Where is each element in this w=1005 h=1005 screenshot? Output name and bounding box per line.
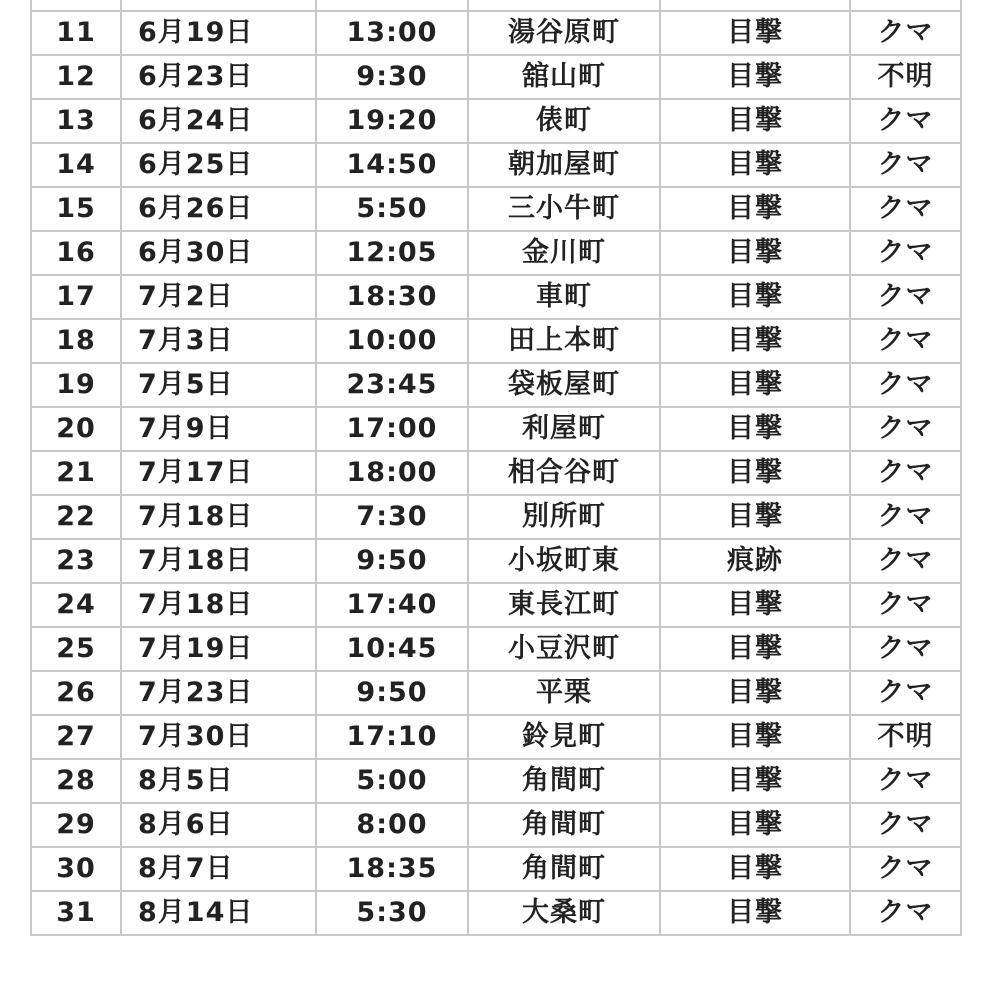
cell-date: 6月26日: [121, 187, 316, 231]
cell-number: 22: [31, 495, 121, 539]
table-row: [31, 99, 961, 143]
table-row: [31, 55, 961, 99]
cell-animal: クマ: [850, 319, 961, 363]
cell-number: 26: [31, 671, 121, 715]
cell-location: 平栗: [468, 671, 660, 715]
cell-time: 7:30: [316, 495, 468, 539]
cell-report-type: 目撃: [660, 11, 850, 55]
cell-stub: [121, 0, 316, 11]
cell-time: 19:20: [316, 99, 468, 143]
cell-animal: クマ: [850, 275, 961, 319]
cell-location: 東長江町: [468, 583, 660, 627]
cell-date: 6月19日: [121, 11, 316, 55]
table-row: [31, 715, 961, 759]
cell-date: 7月3日: [121, 319, 316, 363]
cell-number: 15: [31, 187, 121, 231]
cell-animal: クマ: [850, 803, 961, 847]
cell-date: 7月2日: [121, 275, 316, 319]
cell-number: 14: [31, 143, 121, 187]
cell-number: 28: [31, 759, 121, 803]
cell-report-type: 目撃: [660, 187, 850, 231]
cell-location: 角間町: [468, 803, 660, 847]
table-row: [31, 319, 961, 363]
cell-animal: クマ: [850, 407, 961, 451]
cell-location: 相合谷町: [468, 451, 660, 495]
cell-time: 17:40: [316, 583, 468, 627]
cell-animal: クマ: [850, 99, 961, 143]
cell-date: 8月14日: [121, 891, 316, 935]
cell-date: 7月23日: [121, 671, 316, 715]
cell-time: 9:50: [316, 539, 468, 583]
cell-stub: [660, 0, 850, 11]
cell-time: 9:30: [316, 55, 468, 99]
cell-number: 17: [31, 275, 121, 319]
cell-number: 12: [31, 55, 121, 99]
cell-date: 6月30日: [121, 231, 316, 275]
cell-number: 23: [31, 539, 121, 583]
cell-time: 8:00: [316, 803, 468, 847]
cell-location: 大桑町: [468, 891, 660, 935]
cell-stub: [850, 0, 961, 11]
cell-number: 24: [31, 583, 121, 627]
cell-number: 30: [31, 847, 121, 891]
cell-report-type: 目撃: [660, 275, 850, 319]
cell-location: 田上本町: [468, 319, 660, 363]
cell-report-type: 目撃: [660, 451, 850, 495]
cell-time: 18:30: [316, 275, 468, 319]
cell-time: 9:50: [316, 671, 468, 715]
table-row: [31, 451, 961, 495]
table-row: [31, 847, 961, 891]
cell-report-type: 目撃: [660, 319, 850, 363]
cell-animal: クマ: [850, 451, 961, 495]
cell-report-type: 目撃: [660, 803, 850, 847]
cell-location: 別所町: [468, 495, 660, 539]
cell-animal: クマ: [850, 363, 961, 407]
cell-report-type: 痕跡: [660, 539, 850, 583]
cell-location: 湯谷原町: [468, 11, 660, 55]
cell-animal: クマ: [850, 231, 961, 275]
cell-report-type: 目撃: [660, 583, 850, 627]
cell-date: 6月24日: [121, 99, 316, 143]
cell-number: 11: [31, 11, 121, 55]
cell-location: 舘山町: [468, 55, 660, 99]
cell-animal: 不明: [850, 55, 961, 99]
cell-time: 17:00: [316, 407, 468, 451]
cell-report-type: 目撃: [660, 363, 850, 407]
cell-time: 23:45: [316, 363, 468, 407]
cell-time: 13:00: [316, 11, 468, 55]
cell-report-type: 目撃: [660, 715, 850, 759]
cell-date: 7月9日: [121, 407, 316, 451]
table-row: [31, 363, 961, 407]
cell-report-type: 目撃: [660, 891, 850, 935]
cell-report-type: 目撃: [660, 627, 850, 671]
table-body: [31, 0, 961, 935]
table-row: [31, 11, 961, 55]
table-row: [31, 187, 961, 231]
cell-animal: クマ: [850, 187, 961, 231]
table-row: [31, 671, 961, 715]
cell-report-type: 目撃: [660, 143, 850, 187]
cell-location: 角間町: [468, 847, 660, 891]
cell-location: 車町: [468, 275, 660, 319]
cell-location: 角間町: [468, 759, 660, 803]
cell-date: 7月18日: [121, 539, 316, 583]
cell-location: 小豆沢町: [468, 627, 660, 671]
cell-animal: クマ: [850, 143, 961, 187]
cell-report-type: 目撃: [660, 407, 850, 451]
table-row: [31, 275, 961, 319]
table-row: [31, 231, 961, 275]
cell-location: 朝加屋町: [468, 143, 660, 187]
cell-location: 金川町: [468, 231, 660, 275]
cell-time: 5:50: [316, 187, 468, 231]
cell-number: 25: [31, 627, 121, 671]
cell-time: 17:10: [316, 715, 468, 759]
cell-number: 13: [31, 99, 121, 143]
cell-stub: [468, 0, 660, 11]
table-row: [31, 495, 961, 539]
cell-time: 18:00: [316, 451, 468, 495]
cell-stub: [31, 0, 121, 11]
cell-animal: クマ: [850, 11, 961, 55]
cell-location: 三小牛町: [468, 187, 660, 231]
cell-time: 10:45: [316, 627, 468, 671]
cell-report-type: 目撃: [660, 847, 850, 891]
cell-location: 小坂町東: [468, 539, 660, 583]
table-row: [31, 583, 961, 627]
cell-date: 7月18日: [121, 495, 316, 539]
cell-report-type: 目撃: [660, 671, 850, 715]
cell-animal: クマ: [850, 891, 961, 935]
cell-time: 5:30: [316, 891, 468, 935]
cell-date: 8月6日: [121, 803, 316, 847]
cell-time: 18:35: [316, 847, 468, 891]
cell-date: 6月23日: [121, 55, 316, 99]
cell-number: 20: [31, 407, 121, 451]
cell-date: 8月7日: [121, 847, 316, 891]
cell-number: 16: [31, 231, 121, 275]
cell-animal: クマ: [850, 495, 961, 539]
cell-location: 袋板屋町: [468, 363, 660, 407]
cell-date: 7月5日: [121, 363, 316, 407]
cell-date: 7月19日: [121, 627, 316, 671]
cell-date: 7月30日: [121, 715, 316, 759]
table-row: [31, 143, 961, 187]
cell-number: 31: [31, 891, 121, 935]
cell-number: 18: [31, 319, 121, 363]
cell-time: 10:00: [316, 319, 468, 363]
cell-report-type: 目撃: [660, 55, 850, 99]
cell-number: 29: [31, 803, 121, 847]
cell-location: 鈴見町: [468, 715, 660, 759]
cell-report-type: 目撃: [660, 99, 850, 143]
table-row: [31, 891, 961, 935]
cell-animal: クマ: [850, 671, 961, 715]
table-row: [31, 627, 961, 671]
cell-stub: [316, 0, 468, 11]
cell-time: 12:05: [316, 231, 468, 275]
table-row-partial: [31, 0, 961, 11]
cell-number: 21: [31, 451, 121, 495]
cell-time: 14:50: [316, 143, 468, 187]
cell-animal: 不明: [850, 715, 961, 759]
cell-location: 俵町: [468, 99, 660, 143]
cell-report-type: 目撃: [660, 495, 850, 539]
cell-animal: クマ: [850, 627, 961, 671]
cell-report-type: 目撃: [660, 759, 850, 803]
sightings-table-container: [30, 0, 960, 936]
table-row: [31, 759, 961, 803]
cell-animal: クマ: [850, 539, 961, 583]
cell-number: 27: [31, 715, 121, 759]
sightings-table: [30, 0, 962, 936]
cell-number: 19: [31, 363, 121, 407]
cell-date: 8月5日: [121, 759, 316, 803]
cell-time: 5:00: [316, 759, 468, 803]
cell-animal: クマ: [850, 847, 961, 891]
cell-date: 7月17日: [121, 451, 316, 495]
table-row: [31, 539, 961, 583]
table-row: [31, 803, 961, 847]
cell-report-type: 目撃: [660, 231, 850, 275]
cell-date: 7月18日: [121, 583, 316, 627]
cell-location: 利屋町: [468, 407, 660, 451]
cell-date: 6月25日: [121, 143, 316, 187]
cell-animal: クマ: [850, 583, 961, 627]
cell-animal: クマ: [850, 759, 961, 803]
table-row: [31, 407, 961, 451]
